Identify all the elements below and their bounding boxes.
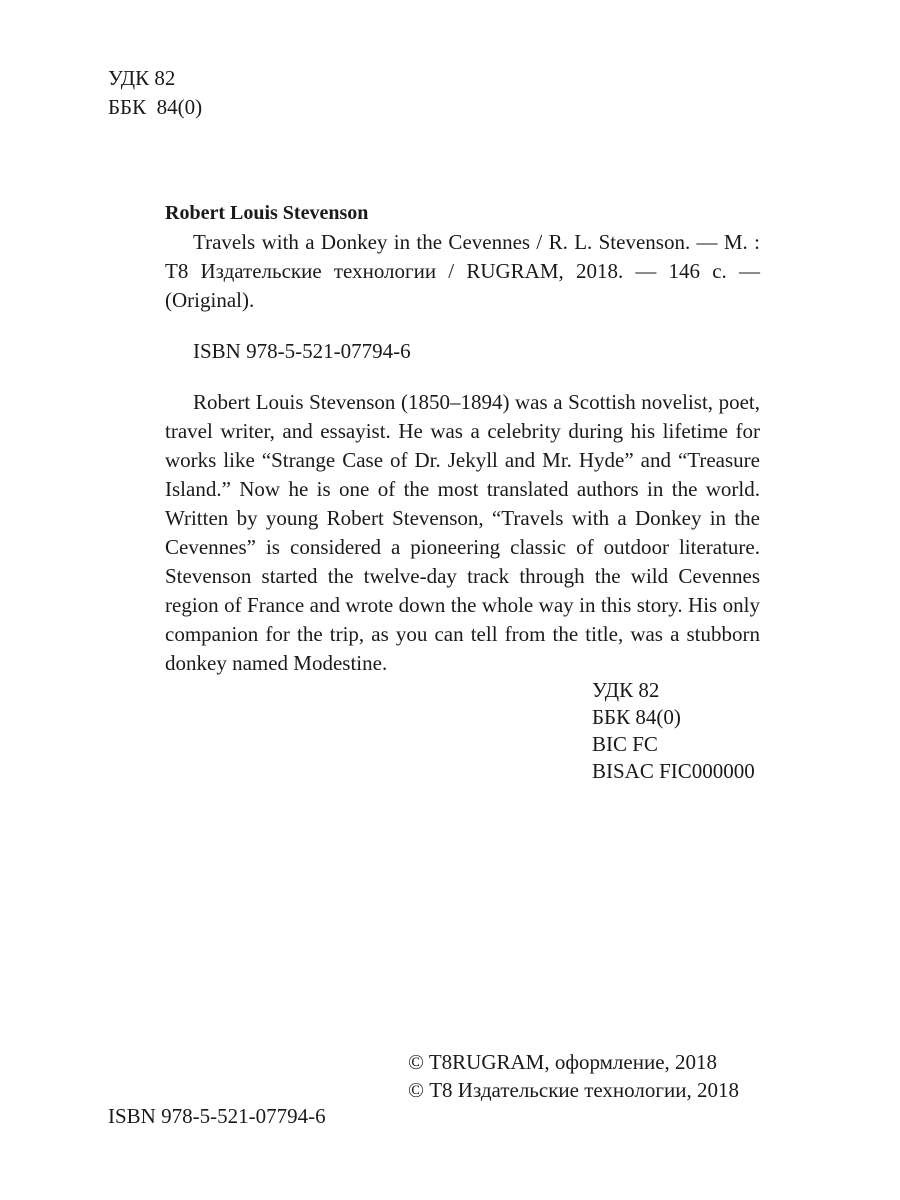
- bbk-code: ББК 84(0): [108, 95, 203, 119]
- udk-code-right: УДК 82: [592, 678, 660, 702]
- copyright-notices: [408, 1048, 739, 1104]
- author-name: Robert Louis Stevenson: [165, 202, 369, 224]
- isbn-number: ISBN 978-5-521-07794-6: [193, 339, 411, 363]
- bisac-code: BISAC FIC000000: [592, 759, 755, 783]
- bibliographic-entry: Travels with a Donkey in the Cevennes / R. L. Stevenson. — М. : Т8 Издательские технологии / RUGRAM, 2018. — 146 с. — (Original).: [165, 230, 760, 312]
- udk-code: УДК 82: [108, 66, 176, 90]
- bic-code: BIC FC: [592, 732, 658, 756]
- copyright-design: © T8RUGRAM, оформление, 2018: [408, 1050, 718, 1074]
- catalog-card: [165, 199, 760, 678]
- copyright-publisher: © Т8 Издательские технологии, 2018: [408, 1078, 739, 1102]
- classification-codes: [592, 677, 755, 785]
- isbn-bottom: ISBN 978-5-521-07794-6: [108, 1104, 326, 1128]
- classification-header: [108, 64, 202, 122]
- book-description: Robert Louis Stevenson (1850–1894) was a Scottish novelist, poet, travel writer, and essayist. He was a celebrity during his lifetime for works like “Strange Case of Dr. Jekyll and Mr. Hyde” and “Treasure Island.” Now he is one of the most translated authors in the world. Written by young Robert Stevenson, “Travels with a Donkey in the Cevennes” is considered a pioneering classic of outdoor literature. Stevenson started the twelve-day track through the wild Cevennes region of France and wrote down the whole way in this story. His only companion for the trip, as you can tell from the title, was a stubborn donkey named Modestine.: [165, 390, 760, 675]
- bbk-code-right: ББК 84(0): [592, 705, 681, 729]
